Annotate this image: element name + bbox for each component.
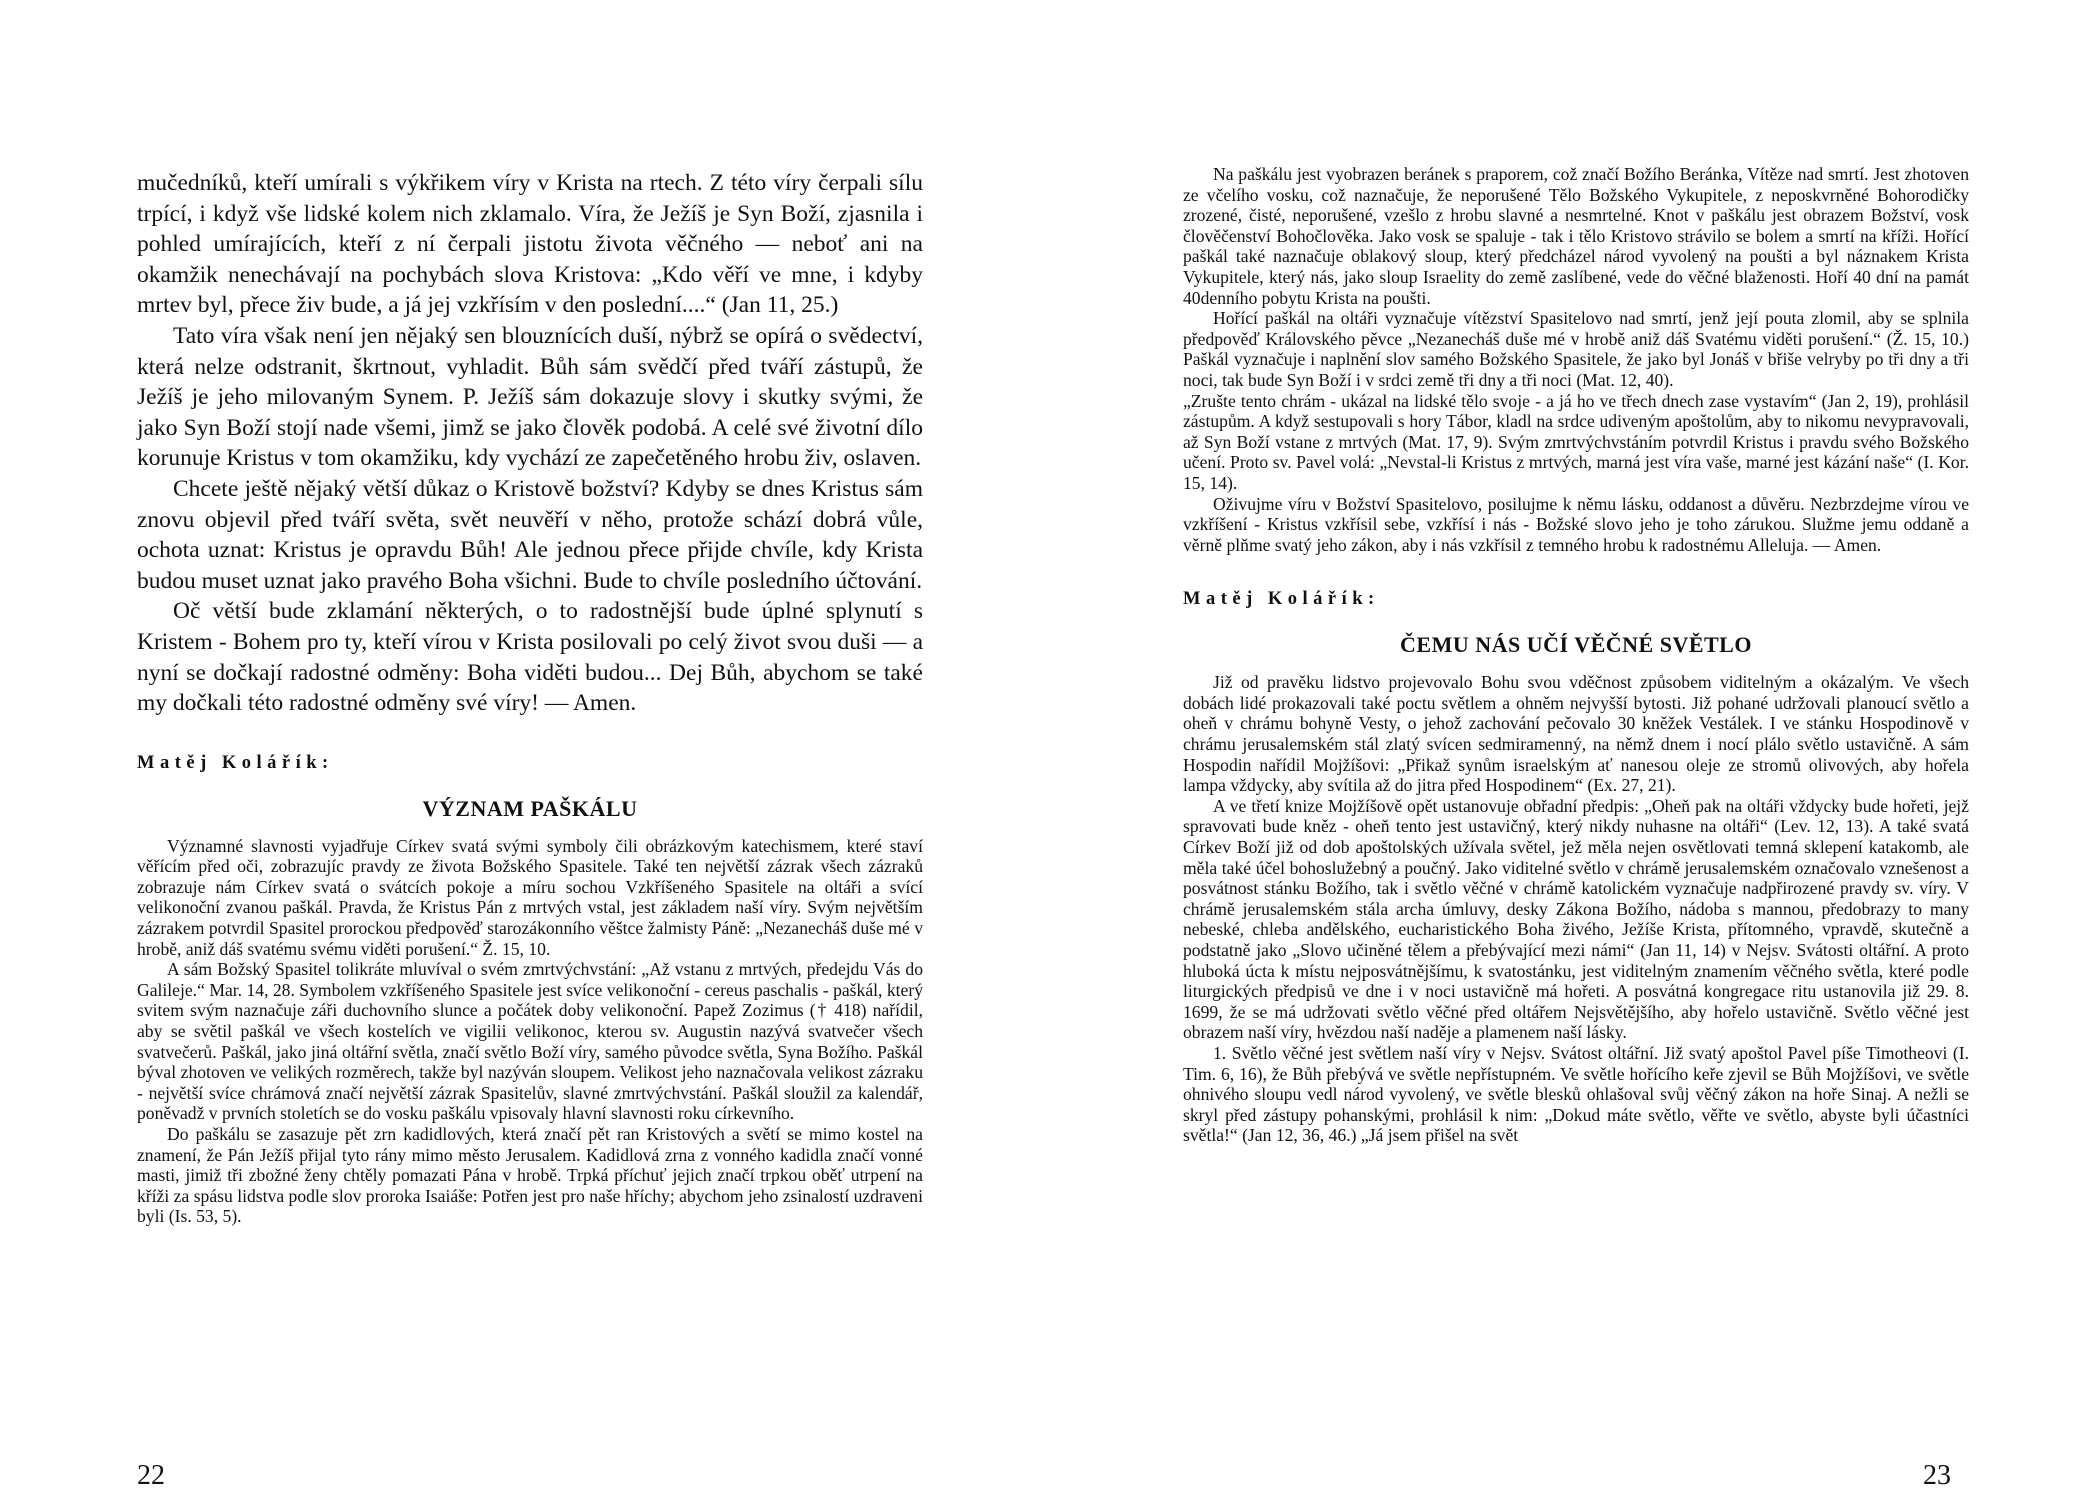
article-author: Matěj Kolářík: <box>1183 589 1380 610</box>
article-continuation <box>1183 164 1969 555</box>
article-body <box>137 836 923 1227</box>
paragraph: Oživujme víru v Božství Spasitelovo, posilujme k němu lásku, oddanost a důvěru. Nezbrzdejme vírou ve vzkříšení - Kristus vzkřísil sebe, vzkřísí i nás - Božské slovo jeho je toho zárukou. Služme jemu oddaně a věrně plňme svatý jeho zákon, aby i nás vzkřísil z temného hrobu k radostnému Alleluja. — Amen. <box>1183 493 1969 555</box>
page-number: 23 <box>1923 1460 1951 1491</box>
paragraph: Tato víra však není jen nějaký sen blouznících duší, nýbrž se opírá o svědectví, která nelze odstranit, škrtnout, vyhladit. Bůh sám svědčí před tváří zástupů, že Ježíš je jeho milovaným Synem. P. Ježíš sám dokazuje slovy i skutky svými, že jako Syn Boží stojí nade všemi, jimž se jako člověk podobá. A celé své životní dílo korunuje Kristus v tom okamžiku, kdy vychází ze zapečetěného hrobu živ, oslaven. <box>137 322 923 472</box>
paragraph: Již od pravěku lidstvo projevovalo Bohu svou vděčnost způsobem viditelným a okázalým. Ve všech dobách lidé prokazovali také poctu světlem a ohněm nejvyšší bytosti. Již pohané udržovali planoucí světlo a oheň v chrámu bohyně Vesty, o jehož zachování pečovalo 30 kněžek Vestálek. I ve stánku Hospodinově v chrámu jerusalemském stál zlatý svícen sedmiramenný, na němž dnem i nocí plálo světlo ustavičně. A sám Hospodin nařídil Mojžíšovi: „Přikaž synům israelským ať nanesou oleje ze stromů olivových, aby hořela lampa vždycky, aby svítila až do jitra před Hospodinem“ (Ex. 27, 21). <box>1183 672 1969 796</box>
left-text-column <box>137 168 923 1227</box>
article-body <box>1183 672 1969 1146</box>
paragraph: Chcete ještě nějaký větší důkaz o Kristově božství? Kdyby se dnes Kristus sám znovu objevil před tváří světa, svět neuvěří v něho, protože schází dobrá vůle, ochota uznat: Kristus je opravdu Bůh! Ale jednou přece přijde chvíle, kdy Krista budou muset uznat jako pravého Boha všichni. Bude to chvíle posledního účtování. <box>137 475 923 594</box>
article-author: Matěj Kolářík: <box>137 752 334 773</box>
paragraph: Do paškálu se zasazuje pět zrn kadidlových, která značí pět ran Kristových a světí se mimo kostel na znamení, že Pán Ježíš přijal tyto rány mimo město Jerusalem. Kadidlová zrna z vonného kadidla značí vonné masti, jimiž tři zbožné ženy chtěly pomazati Pána v hrobě. Trpká příchuť jejich značí trpkou oběť utrpení na kříži za spásu lidstva podle slov proroka Isaiáše: Potřen jest pro naše hříchy; abychom jeho zsinalostí uzdraveni byli (Is. 53, 5). <box>137 1124 923 1227</box>
right-text-column <box>1183 164 1969 1146</box>
article-title: VÝZNAM PAŠKÁLU <box>422 795 638 821</box>
paragraph: Hořící paškál na oltáři vyznačuje vítězství Spasitelovo nad smrtí, jenž její pouta zlomil, aby se splnila předpověď Královského pěvce „Nezanecháš duše mé v hrobě aniž dáš Svatému viděti porušení.“ (Ž. 15, 10.) Paškál vyznačuje i naplnění slov samého Božského Spasitele, že jako byl Jonáš v břiše velryby po tři dny a tři noci, tak bude Syn Boží i v srdci země tři dny a tři noci (Mat. 12, 40). <box>1183 308 1969 390</box>
page-number: 22 <box>137 1460 165 1491</box>
paragraph: 1. Světlo věčné jest světlem naší víry v Nejsv. Svátost oltářní. Již svatý apoštol Pavel píše Timotheovi (I. Tim. 6, 16), že Bůh přebývá ve světle nepřístupném. Ve světle hořícího keře zjevil se Bůh Mojžíšovi, ve světle ohnivého sloupu vedl národ vyvolený, ve světle blesků ohlašoval svůj věčný zákon na hoře Sinaj. A nežli se skryl před zástupy pohanskými, prohlásil k nim: „Dokud máte světlo, věřte ve světlo, abyste byli účastníci světla!“ (Jan 12, 36, 46.) „Já jsem přišel na svět <box>1183 1042 1969 1146</box>
right-page <box>1043 0 2086 1500</box>
paragraph: A ve třetí knize Mojžíšově opět ustanovuje obřadní předpis: „Oheň pak na oltáři vždycky bude hořeti, jejž spravovati bude kněz - oheň tento jest ustavičný, který nikdy nuhasne na oltáři“ (Lev. 12, 13). A také svatá Církev Boží již od dob apoštolských užívala světel, jež měla nejen osvětlovati temná sklepení katakomb, ale měla také účel bohoslužebný a poučný. Jako viditelné světlo v chrámě jerusalemském označovalo vznešenost a posvátnost stánku Božího, tak i světlo věčné v chrámě katolickém vyznačuje nadpřirozené pravdy sv. víry. V chrámě jerusalemském stála archa úmluvy, desky Zákona Božího, nádoba s mannou, předobrazy to many nebeské, chleba andělského, eucharistického Boha živého, Ježíše Krista, přítomného, vpravdě, skutečně a podstatně jako „Slovo učiněné tělem a přebývající mezi námi“ (Jan 11, 14) v Nejsv. Svátosti oltářní. A proto hluboká úcta k místu nejposvátnějšímu, k svatostánku, jest viditelným znamením věčného světla, které podle liturgických předpisů ve dne i v noci ustavičně má hořeti. A posvátná kongregace ritu ustanovila již 29. 8. 1699, že se má udržovati světlo věčné před oltářem Nejsvětějšího, aby hořelo ustavičně. Světlo věčné jest obrazem naší víry, hvězdou naší naděje a plamenem naší lásky. <box>1183 795 1969 1043</box>
paragraph: A sám Božský Spasitel tolikráte mluvíval o svém zmrtvýchvstání: „Až vstanu z mrtvých, předejdu Vás do Galileje.“ Mar. 14, 28. Symbolem vzkříšeného Spasitele jest svíce velikonoční - cereus paschalis - paškál, který svitem svým naznačuje záři duchovního slunce a počátek doby velikonoční. Papež Zozimus († 418) nařídil, aby se světil paškál ve všech kostelích ve vigilii velikonoc, kterou sv. Augustin nazývá svatvečer všech svatvečerů. Paškál, jako jiná oltářní světla, značí světlo Boží víry, samého původce světla, Syna Božího. Paškál býval zhotoven ve velikých rozměrech, takže byl nazýván sloupem. Velikost jeho naznačovala velikost zázraku - největší svíce chrámová značí největší zázrak Spasitelův, slavné zmrtvýchvstání. Paškál sloužil za kalendář, poněvadž v prvních stoletích se do vosku paškálu vpisovaly hlavní slavnosti roku církevního. <box>137 959 923 1124</box>
paragraph: Oč větší bude zklamání některých, o to radostnější bude úplné splynutí s Kristem - Bohem pro ty, kteří vírou v Krista posilovali po celý život svou duši — a nyní se dočkají radostné odměny: Boha viděti budou... Dej Bůh, abychom se také my dočkali této radostné odměny své víry! — Amen. <box>137 598 923 717</box>
article-title: ČEMU NÁS UČÍ VĚČNÉ SVĚTLO <box>1400 632 1752 658</box>
paragraph: Významné slavnosti vyjadřuje Církev svatá svými symboly čili obrázkovým katechismem, které staví věřícím před oči, zobrazujíc pravdy ze života Božského Spasitele. Také ten největší zázrak všech zázraků zobrazuje nám Církev svatá o svátcích pokoje a míru sochou Vzkříšeného Spasitele na oltáři a svící velikonoční zvanou paškál. Pravda, že Kristus Pán z mrtvých vstal, jest základem naší víry. Svým největším zázrakem potvrdil Spasitel prorockou předpověď starozákonního věštce žalmisty Páně: „Nezanecháš duše mé v hrobě, aniž dáš svatému svému viděti porušení.“ Ž. 15, 10. <box>137 835 923 959</box>
paragraph: Na paškálu jest vyobrazen beránek s praporem, což značí Božího Beránka, Vítěze nad smrtí. Jest zhotoven ze včelího vosku, což naznačuje, že neporušené Tělo Božského Vykupitele, z neposkvrněné Bohorodičky zrozené, čisté, neporušené, vzešlo z hrobu slavné a nesmrtelné. Knot v paškálu jest obrazem Božství, vosk člověčenství Bohočlověka. Jako vosk se spaluje - tak i tělo Kristovo strávilo se bolem a smrtí na kříži. Hořící paškál také naznačuje oblakový sloup, který předcházel národ vyvolený na poušti a byl náznakem Krista Vykupitele, který nás, jako sloup Israelity do země zaslíbené, vede do věčné blaženosti. Hoří 40 dní na památ 40denního pobytu Krista na poušti. <box>1183 164 1969 308</box>
sermon-continuation <box>137 168 923 719</box>
paragraph: „Zrušte tento chrám - ukázal na lidské tělo svoje - a já ho ve třech dnech zase vystavím“ (Jan 2, 19), prohlásil zástupům. A když sestupovali s hory Tábor, kladl na srdce udiveným apoštolům, aby to nikomu nevypravovali, až Syn Boží vstane z mrtvých (Mat. 17, 9). Svým zmrtvýchvstáním potvrdil Kristus i pravdu svého Božského učení. Proto sv. Pavel volá: „Nevstal-li Kristus z mrtvých, marná jest víra vaše, marné jest kázání naše“ (I. Kor. 15, 14). <box>1183 390 1969 493</box>
paragraph: mučedníků, kteří umírali s výkřikem víry v Krista na rtech. Z této víry čerpali sílu trpící, i když vše lidské kolem nich zklamalo. Víra, že Ježíš je Syn Boží, zjasnila i pohled umírajících, kteří z ní čerpali jistotu života věčného — neboť ani na okamžik nenechávají na pochybách slova Kristova: „Kdo věří ve mne, i kdyby mrtev byl, přece živ bude, a já jej vzkřísím v den poslední....“ (Jan 11, 25.) <box>137 170 923 319</box>
